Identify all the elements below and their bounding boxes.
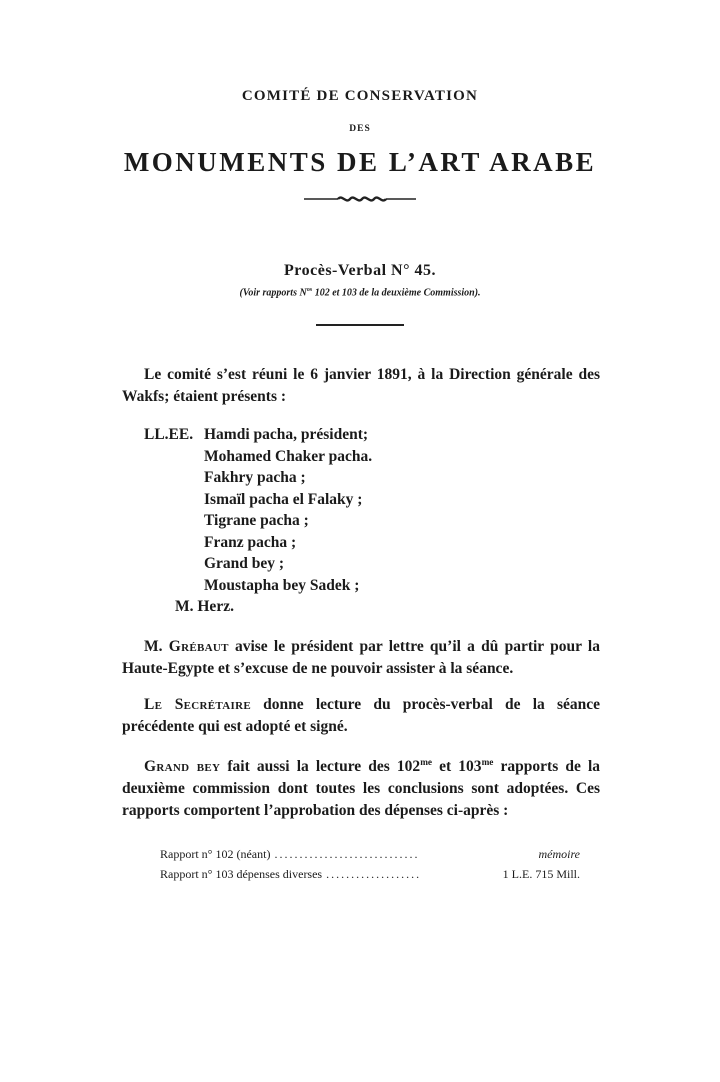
list-item xyxy=(144,553,600,575)
paragraph-text: donne lecture du procès-verbal de la séance précédente qui est adopté et signé. xyxy=(122,695,600,735)
paragraph-text: fait aussi la lecture des 102 xyxy=(220,757,421,775)
paragraph-text: rapports de la deuxième commission dont toutes les conclusions sont adoptées. Ces rapports comportent l’approbation des dépenses ci-après : xyxy=(122,757,601,819)
list-item xyxy=(144,424,600,446)
secretaire-paragraph xyxy=(122,694,600,738)
list-item xyxy=(144,510,600,532)
attendee-name: Grand bey ; xyxy=(204,555,285,573)
document-body xyxy=(122,364,600,884)
grebaut-paragraph xyxy=(122,636,600,680)
proces-verbal-title: Procès-Verbal N° 45. xyxy=(284,262,436,279)
ordinal-superscript: me xyxy=(420,757,433,768)
paragraph-text: M. xyxy=(144,637,169,655)
grand-bey-paragraph xyxy=(122,752,600,822)
list-item xyxy=(144,596,600,618)
list-item xyxy=(144,532,600,554)
list-item xyxy=(144,446,600,468)
note-superscript: os xyxy=(306,286,313,293)
list-item xyxy=(144,575,600,597)
paragraph-text: avise le président par lettre qu’il a dû partir pour la Haute-Egypte et s’excuse de ne pouvoir assister à la séance. xyxy=(122,637,600,677)
person-name: Grand bey xyxy=(144,757,221,775)
expenses-table xyxy=(160,844,580,884)
attendee-name: Hamdi pacha, président; xyxy=(204,426,369,444)
ordinal-superscript: me xyxy=(481,757,494,768)
attendee-name: Mohamed Chaker pacha. xyxy=(204,447,373,465)
person-name: Le Secrétaire xyxy=(144,695,251,713)
ornament-divider xyxy=(0,192,720,210)
intro-paragraph: Le comité s’est réuni le 6 janvier 1891, à la Direction générale des Wakfs; étaient présents : xyxy=(122,366,600,406)
monuments-title: MONUMENTS DE L’ART ARABE xyxy=(123,147,597,177)
report-value: mémoire xyxy=(538,846,580,861)
attendee-name: Fakhry pacha ; xyxy=(204,469,306,487)
note-text-post: 102 et 103 de la deuxième Commission). xyxy=(312,287,481,299)
section-divider xyxy=(316,324,404,326)
attendee-name: Franz pacha ; xyxy=(204,533,297,551)
proces-verbal-note xyxy=(0,286,720,298)
attendee-name: M. Herz. xyxy=(175,598,234,616)
attendee-name: Moustapha bey Sadek ; xyxy=(204,576,360,594)
report-value: 1 L.E. 715 Mill. xyxy=(502,866,580,881)
table-row xyxy=(160,844,580,864)
attendee-prefix: LL.EE. xyxy=(144,426,194,444)
attendee-name: Ismaïl pacha el Falaky ; xyxy=(204,490,363,508)
list-item xyxy=(144,489,600,511)
dot-leader: ............................. xyxy=(274,846,420,861)
report-label: Rapport n° 102 (néant) xyxy=(160,846,271,861)
committee-title-des: DES xyxy=(349,124,371,134)
dot-leader: ................... xyxy=(326,866,422,881)
committee-title: COMITÉ DE CONSERVATION xyxy=(241,88,479,104)
report-label: Rapport n° 103 dépenses diverses xyxy=(160,866,323,881)
attendee-name: Tigrane pacha ; xyxy=(204,512,309,530)
attendees-list xyxy=(144,424,600,618)
proces-verbal-heading xyxy=(0,262,720,326)
paragraph-text: et 103 xyxy=(432,757,482,775)
document-header xyxy=(0,0,720,210)
person-name: Grébaut xyxy=(168,637,229,655)
list-item xyxy=(144,467,600,489)
table-row xyxy=(160,864,580,884)
note-text-pre: (Voir rapports N xyxy=(239,287,307,299)
